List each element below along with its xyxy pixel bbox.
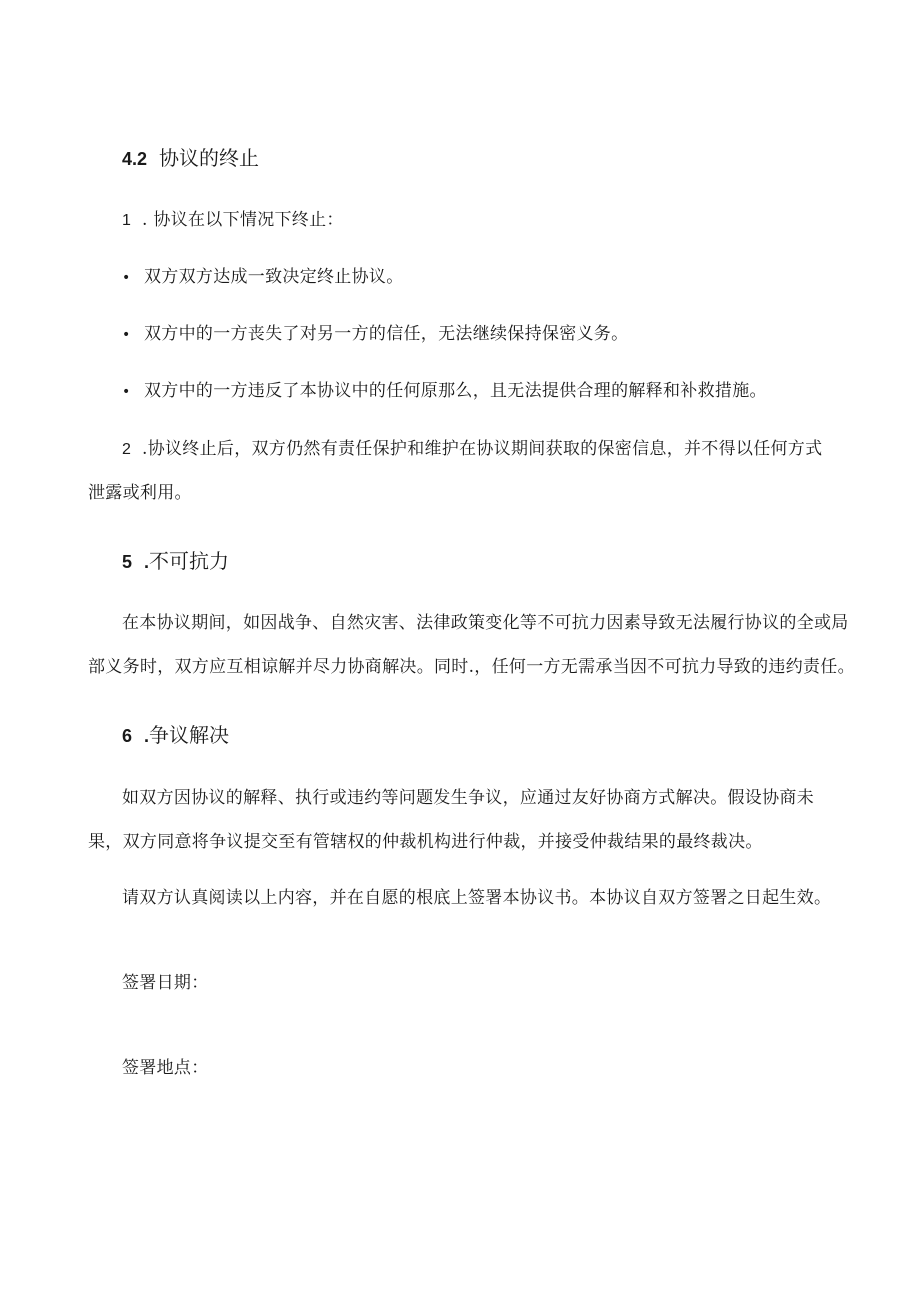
section-6-line-1: 如双方因协议的解释、执行或违约等问题发生争议，应通过友好协商方式解决。假设协商未 bbox=[122, 788, 814, 808]
bullet-icon: • bbox=[122, 327, 131, 343]
signing-date-label: 签署日期： bbox=[122, 973, 209, 993]
section-number: 5 bbox=[122, 552, 133, 572]
list-text: . 协议在以下情况下终止： bbox=[142, 210, 344, 230]
termination-item-2-line-2: 泄露或利用。 bbox=[88, 483, 192, 503]
section-5-heading bbox=[122, 547, 229, 576]
termination-item-2-line-1 bbox=[122, 437, 822, 462]
section-number: 6 bbox=[122, 726, 133, 746]
closing-paragraph: 请双方认真阅读以上内容，并在自愿的根底上签署本协议书。本协议自双方签署之日起生效。 bbox=[122, 888, 832, 908]
termination-item-1 bbox=[122, 208, 344, 233]
section-number: 4.2 bbox=[122, 149, 148, 169]
list-text: .协议终止后，双方仍然有责任保护和维护在协议期间获取的保密信息，并不得以任何方式 bbox=[142, 439, 823, 459]
bullet-item-2 bbox=[122, 322, 628, 347]
section-5-line-2: 部义务时，双方应互相谅解并尽力协商解决。同时.，任何一方无需承当因不可抗力导致的违约责任。 bbox=[88, 657, 855, 677]
section-5-line-1: 在本协议期间，如因战争、自然灾害、法律政策变化等不可抗力因素导致无法履行协议的全或局 bbox=[122, 613, 849, 633]
section-4-2-heading bbox=[122, 144, 259, 173]
bullet-item-3 bbox=[122, 379, 767, 404]
list-number: 1 bbox=[122, 212, 132, 229]
bullet-text: 双方中的一方违反了本协议中的任何原那么，且无法提供合理的解释和补救措施。 bbox=[144, 381, 767, 401]
signing-place-label: 签署地点： bbox=[122, 1058, 209, 1078]
section-6-heading bbox=[122, 721, 229, 750]
bullet-text: 双方中的一方丧失了对另一方的信任，无法继续保持保密义务。 bbox=[144, 324, 629, 344]
section-6-line-2: 果，双方同意将争议提交至有管辖权的仲裁机构进行仲裁，并接受仲裁结果的最终裁决。 bbox=[88, 832, 763, 852]
bullet-icon: • bbox=[122, 384, 131, 400]
section-title: 协议的终止 bbox=[159, 146, 260, 170]
section-title: 不可抗力 bbox=[149, 549, 230, 573]
list-number: 2 bbox=[122, 441, 132, 458]
section-title: 争议解决 bbox=[149, 723, 230, 747]
bullet-item-1 bbox=[122, 265, 404, 290]
bullet-icon: • bbox=[122, 270, 131, 286]
section-dot: . bbox=[144, 726, 150, 746]
bullet-text: 双方双方达成一致决定终止协议。 bbox=[144, 267, 404, 287]
section-dot: . bbox=[144, 552, 150, 572]
